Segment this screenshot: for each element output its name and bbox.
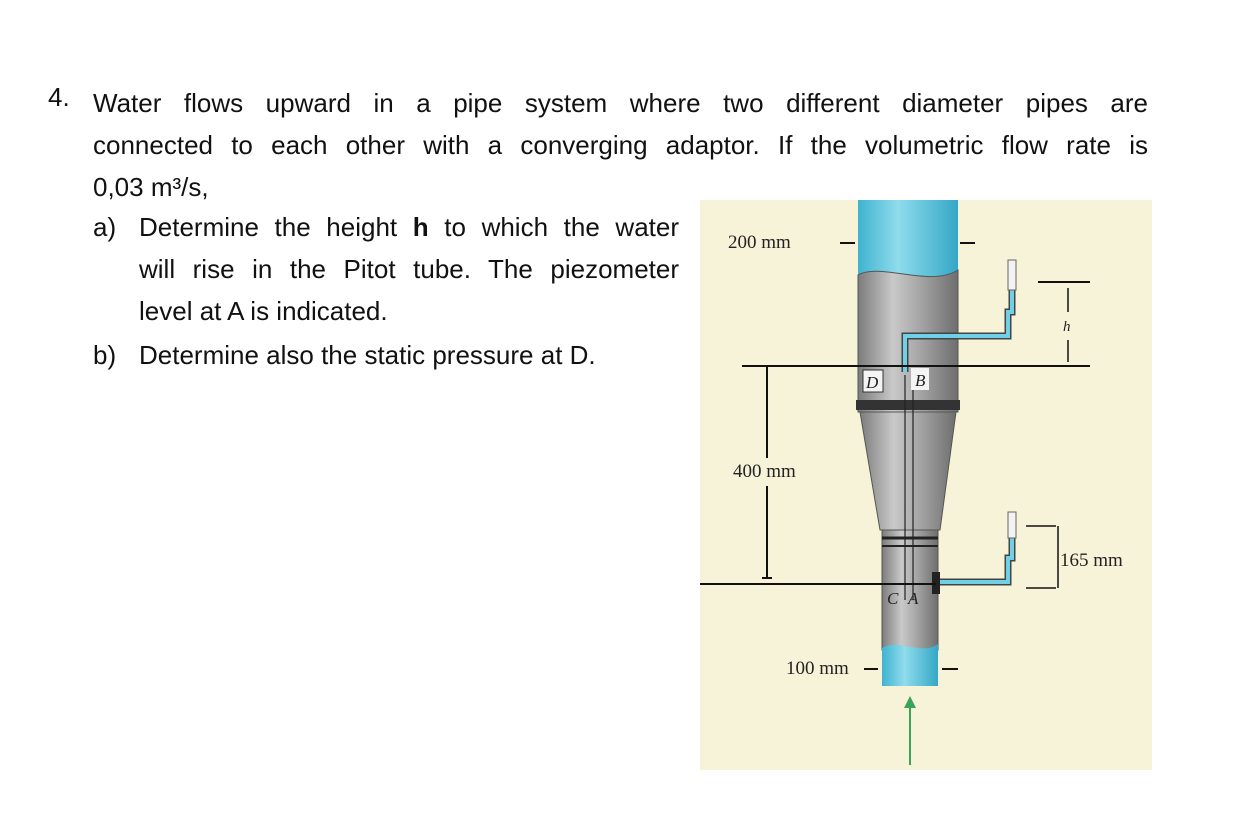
label-h: h (1063, 319, 1071, 335)
label-A: A (908, 589, 919, 608)
dim-100mm: 100 mm (786, 658, 849, 679)
question-line-2: connected to each other with a converging adaptor. If the volumetric flow rate is (93, 130, 1148, 160)
question-line-3: 0,03 m³/s, (93, 172, 209, 202)
upper-water (858, 200, 958, 278)
part-b-text: Determine also the static pressure at D. (139, 340, 596, 370)
part-a-text (139, 206, 679, 332)
dim-400mm: 400 mm (733, 461, 796, 482)
label-D: D (866, 373, 879, 392)
question-number: 4. (48, 82, 70, 112)
label-B: B (915, 371, 926, 390)
dim-165mm: 165 mm (1060, 550, 1123, 571)
part-a-label: a) (93, 212, 117, 242)
part-b-label: b) (93, 340, 117, 370)
part-a-line-1: Determine the height h to which the water (139, 212, 679, 242)
label-C: C (887, 589, 899, 608)
flange (856, 400, 960, 410)
pipe-diagram (700, 200, 1152, 770)
dim-200mm: 200 mm (728, 232, 791, 253)
part-a-line-3: level at A is indicated. (139, 296, 388, 326)
lower-water (882, 644, 938, 686)
question-text (93, 82, 1148, 208)
part-a-line-2: will rise in the Pitot tube. The piezometer (139, 254, 679, 284)
variable-h: h (412, 212, 429, 242)
question-line-1: Water flows upward in a pipe system where two different diameter pipes are (93, 88, 1148, 118)
